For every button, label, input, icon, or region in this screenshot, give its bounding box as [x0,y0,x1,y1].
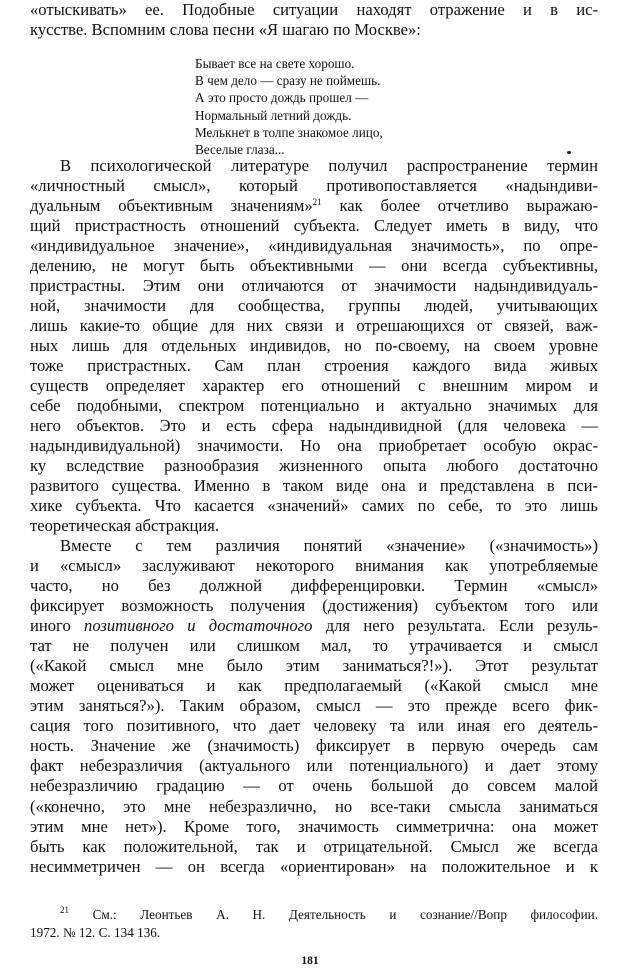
song-quote [195,55,383,158]
text-line: Вместе с тем различия понятий «значение» («значимость») [60,536,598,556]
text-fragment: См.: Леонтьев А. Н. Деятельность и сознание//Вопр философии. [92,907,598,922]
text-line: часто, но без должной дифференцировки. Термин «смысл» [30,576,598,596]
italic-emphasis: позитивного и достаточного [84,616,313,636]
poem-line: Мелькнет в толпе знакомое лицо, [195,124,383,140]
text-fragment: иного [30,616,71,636]
page-number: 181 [301,955,319,967]
text-line: него объектов. Это и есть сфера надындивидной (для человека — [30,416,598,436]
footnote [30,906,598,942]
text-line: быть как положительной, так и отрицательной. Смысл же всегда [30,836,598,856]
text-line: и «смысл» заслуживают некоторого внимания как употребляемые [30,556,598,576]
poem-line: Нормальный летний дождь. [195,107,352,123]
text-line: тоже пристрастных. Сам план строения каждого вида живых [30,356,598,376]
footnote-ref[interactable]: 21 [312,197,322,208]
text-line [30,196,598,216]
text-line: развитого существа. Именно в таком виде она и представлена в пси- [30,476,598,496]
text-line: факт небезразличия (актуального или потенциального) и дает этому [30,756,598,776]
poem-line: Бывает все на свете хорошо. [195,56,355,71]
text-line: щий пристрастность отношений субъекта. Следует иметь в виду, что [30,216,598,236]
footnote-line: 1972. № 12. С. 134 136. [30,925,161,940]
text-line: надындивидуальной) значимости. Но она приобретает особую окрас- [30,436,598,456]
text-line: этим заняться?»). Таким образом, смысл — это прежде всего фик- [30,696,598,716]
text-line: («Какой смысл мне было этим заниматься?!»). Этот результат [30,656,598,676]
text-line: небезразличию градацию — от очень большой до совсем малой [30,776,598,796]
text-fragment: как более отчетливо выражаю- [339,196,598,216]
text-line: фиксирует возможность получения (достижения) субъектом того или [30,596,598,616]
text-line: существ определяет характер его отношений с внешним миром и [30,376,598,396]
text-line: хике субъекта. Что касается «значений» самих по себе, то это лишь [30,496,598,516]
text-line: В психологической литературе получил распространение термин [60,156,598,175]
text-line [30,616,598,636]
text-line: пристрастны. Этим они отличаются от значимости надындивидуаль- [30,276,598,296]
text-line: несимметричен — он всегда «ориентирован» на положительное и к [30,856,598,876]
text-line: «личностный смысл», который противопоставляется «надындиви- [30,176,598,196]
text-line: кусстве. Вспомним слова песни «Я шагаю по Москве»: [30,20,421,39]
text-line: («конечно, это мне небезразлично, но все-таки смысла заниматься [30,796,598,816]
text-line: этим мне нет»). Кроме того, значимость симметрична: она может [30,816,598,836]
poem-line: В чем дело — сразу не поймешь. [195,73,381,89]
intro-text [30,0,598,40]
poem-line: Веселые глаза... [195,142,285,158]
footnote-line [30,906,598,924]
text-line: ных лишь для отдельных индивидов, но по-своему, на своем уровне [30,336,598,356]
text-line: теоретическая абстракция. [30,516,220,536]
text-fragment: дуальным объективным значениям» [30,196,313,216]
text-line: себе подобными, спектром потенциально и актуально значимых для [30,396,598,416]
footnote-marker: 21 [60,906,69,915]
text-line: «индивидуальное значение», «индивидуальная значимость», по опре- [30,236,598,256]
poem-line: А это просто дождь прошел — [195,90,369,106]
text-line: тат не получен или слишком мал, то утрачивается и смысл [30,636,598,656]
text-line: может оцениваться и как предполагаемый («Какой смысл мне [30,676,598,696]
text-line: «отыскивать» ее. Подобные ситуации находят отражение и в ис- [30,0,598,19]
main-text [30,156,598,877]
text-line: сация того позитивного, что дает человеку та или иная его деятель- [30,716,598,736]
text-line: лишь какие-то общие для них связи и отрешающихся от связей, важ- [30,316,598,336]
text-line: ку вследствие разнообразия жизненного опыта любого достаточно [30,456,598,476]
text-line: ность. Значение же (значимость) фиксирует в первую очередь сам [30,736,598,756]
text-line: ной, значимости для сообщества, группы людей, учитывающих [30,296,598,316]
print-speck [567,151,571,154]
text-line: делению, не могут быть объективными — они всегда субъективны, [30,256,598,276]
text-fragment: для него результата. Если резуль- [325,616,598,636]
